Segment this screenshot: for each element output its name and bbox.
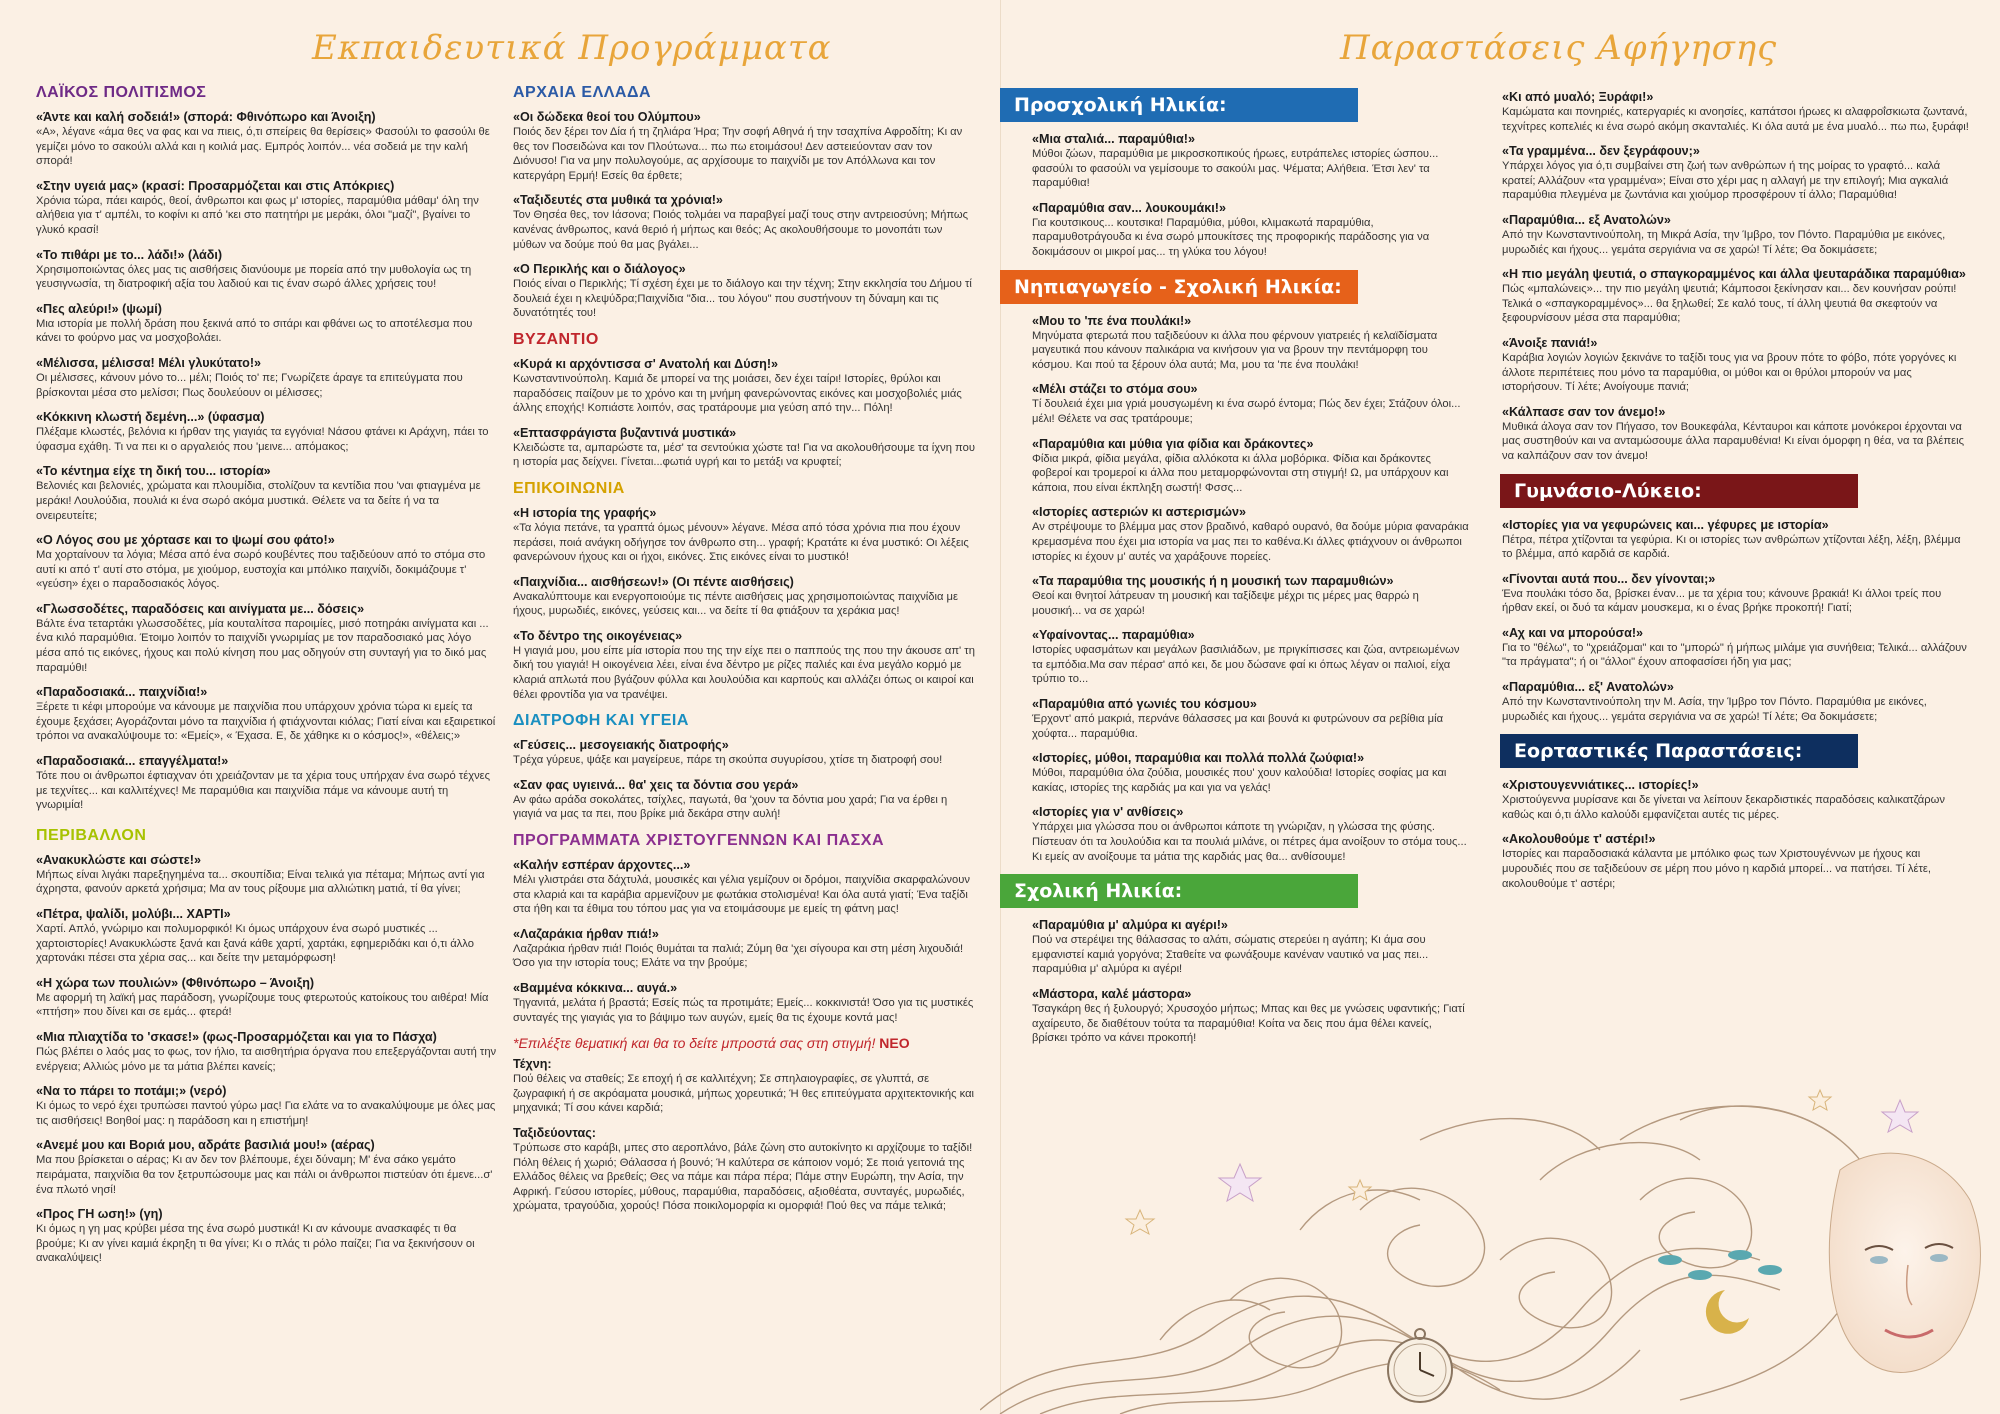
item-title: «Άνοιξε πανιά!» (1502, 335, 1598, 350)
item-description: Μια ιστορία με πολλή δράση που ξεκινά από το σιτάρι και φθάνει ως το αποτέλεσμα που κάνει το φούρνο μας να μοσχοβολάει. (36, 317, 473, 345)
item-title: «Η χώρα των πουλιών» (Φθινόπωρο – Άνοιξη) (36, 975, 315, 990)
list-item (513, 629, 975, 702)
item-title: «Η ιστορία της γραφής» (513, 505, 657, 520)
item-description: Υπάρχει μια γλώσσα που οι άνθρωποι κάποτε τη γνώριζαν, η γλώσσα της φύσης. Πίστευαν ότι τα λουλούδια και τα πουλιά μιλάνε, οι πέτρες άμα ανοίξουν το στόμα τους... Κι εμείς αν ανοίξουμε τα μάτια της καρδιάς μας θα... ανθίσουμε! (1032, 821, 1467, 863)
list-item (36, 1030, 498, 1074)
item-description: Λαζαράκια ήρθαν πιά! Ποιός θυμάται τα παλιά; Ζύμη θα 'χει σίγουρα και στη μέση λιχουδιά! Όσο για την ιστορία τους; Ελάτε να την βρούμε; (513, 942, 964, 970)
item-title: «Ακολουθούμε τ' αστέρι!» (1502, 832, 1656, 847)
item-title: «Μέλισσα, μέλισσα! Μέλι γλυκύτατο!» (36, 355, 262, 370)
item-title: «Άντε και καλή σοδειά!» (σπορά: Φθινόπωρο και Άνοιξη) (36, 110, 376, 124)
item-title: «Μια σταλιά... παραμύθια!» (1032, 132, 1195, 146)
item-description: Μήπως είναι λιγάκι παρεξηγημένα τα... σκουπίδια; Είναι τελικά για πέταμα; Μήπως αντί για άχρηστα, φανούν αρκετά χρήσιμα; Μα αν τους ρίξουμε μια αλλιώτικη ματιά, τί θα γίνει; (36, 868, 485, 896)
item-description: Μέλι γλιστράει στα δάχτυλά, μουσικές και γέλια γεμίζουν οι δρόμοι, παιχνίδια σκαρφαλώνουν στα κλαριά και τα καράβια αρμενίζουν με φωτάκια στολισμένα! Και όλα αυτά γιατί; Ένα ταξίδι στα ήθη και τα έθιμα του τόπου μας για να ετοιμάσουμε με εμείς τη φάτνη μας! (513, 874, 970, 916)
column-2 (513, 82, 975, 1224)
list-item (1500, 144, 1970, 203)
item-description: Για το "θέλω", το "χρειάζομαι" και το "μπορώ" ή μήπως μιλάμε για συνήθεια; Τελικά... αλλάζουν "τα πράγματα"; ή οι "άλλοι" έχουν αποφασίσει ήδη για μας; (1502, 641, 1967, 669)
list-item (36, 754, 498, 813)
item-description: Ένα πουλάκι τόσο δα, βρίσκει έναν... με τα χέρια του; κάνουνε βρακιά! Κι άλλοι τρείς που ήρθαν εκεί, οι δυό τα κάμαν μουσκεμα, κι ο ένας βρήκε προκοπή! Γιατί; (1502, 587, 1942, 615)
list-item (1000, 697, 1470, 741)
environment-list (36, 853, 498, 1266)
item-description: Αν στρέψουμε το βλέμμα μας στον βραδινό, καθαρό ουρανό, θα δούμε μύρια φαναράκια κρεμασμένα που έχει μια ιστορία να μας πει το καθένα.Κι άλλες φτιάχνουν οι άνθρωποι ιστορίες κι έχουν μ' αυτές να χαράξουνε πορείες. (1032, 521, 1469, 563)
item-title: «Γίνονται αυτά που... δεν γίνονται;» (1502, 571, 1716, 586)
item-title: «Πέτρα, ψαλίδι, μολύβι... ΧΑΡΤΙ» (36, 907, 231, 921)
item-description: Πώς «μπαλώνεις»... την πιο μεγάλη ψευτιά; Κάμποσοι ξεκίνησαν και... δεν κουνήσαν ρούπι! Τελικά ο «σπαγκοραμμένος»... θα ξηλωθεί; Σε καλό τους, τί άλλη ψευτιά θα σκεφτούν να ξεφουρνίσουν μέσα στα παραμύθια; (1502, 283, 1957, 325)
list-item (36, 302, 498, 346)
list-item (1000, 201, 1470, 260)
section-heading-ancient-greece: ΑΡΧΑΙΑ ΕΛΛΑΔΑ (513, 84, 652, 101)
item-title: «Στην υγειά μας» (κρασί: Προσαρμόζεται και στις Απόκριες) (36, 178, 395, 193)
item-title: «Σαν φας υγιεινά... θα' χεις τα δόντια σου γερά» (513, 777, 799, 792)
list-item (36, 685, 498, 744)
list-item (1000, 574, 1470, 618)
item-description: Κλειδώστε τα, αμπαρώστε τα, μέσ' τα σεντούκια χώστε τα! Για να ακολουθήσουμε τα ίχνη που η ιστορία μας δείχνει. Γίνεται...φωτιά υγρή και το μετάξι να κρυφτεί; (513, 441, 975, 469)
item-description: Μυθικά άλογα σαν τον Πήγασο, τον Βουκεφάλα, Κένταυροι και κάποτε μονόκεροι έρχονται να μας συστηθούν και να ανταμώσουμε άλλα παραμυθένια! Κι είναι όμορφη η θέα, να τα βλέπεις να καλπάζουν σαν τον άνεμο! (1502, 420, 1965, 462)
item-description: Τον Θησέα θες, τον Ιάσονα; Ποιός τολμάει να παραβγεί μαζί τους στην αντρειοσύνη; Μήπως κανένας άνθρωπος, κανά θεριό ή μήπως και θεός; Ας ακολουθήσουμε το μονοπάτι των μύθων να δούμε πού θα μας βγάλει... (513, 209, 969, 251)
title-storytelling-performances: Παραστάσεις Αφήγησης (1340, 28, 1778, 68)
item-title: «Παραμύθια μ' αλμύρα κι αγέρι!» (1032, 918, 1228, 933)
list-item (1000, 918, 1470, 977)
list-item (1500, 832, 1970, 891)
item-title: «Καλήν εσπέραν άρχοντες...» (513, 858, 691, 873)
list-item (1500, 518, 1970, 562)
woman-face (1829, 1153, 1980, 1372)
item-description: Οι μέλισσες, κάνουν μόνο το... μέλι; Ποιός το' πε; Γνωρίζετε άραγε τα επιτεύγματα που βρίσκονται μέσα στο μελίσσι; Πως δουλεύουν οι μέλισσες; (36, 371, 463, 399)
section-heading-folk-culture: ΛΑΪΚΟΣ ΠΟΛΙΤΙΣΜΟΣ (36, 84, 207, 101)
list-item (1000, 751, 1470, 795)
item-description: «Τα λόγια πετάνε, τα γραπτά όμως μένουν» λέγανε. Μέσα από τόσα χρόνια πια που έχουν περάσει, ποιά ανάγκη οδήγησε τον άνθρωπο στη... γραφή; Κρατάτε κι ένα μυστικό: Οι λέξεις φανερώνουν ήχους και οι ήχοι, εικόνες. Στις εικόνες είναι το μυστικό! (513, 521, 969, 564)
item-title: «Ο Περικλής και ο διάλογος» (513, 262, 686, 277)
item-description: Μα που βρίσκεται ο αέρας; Κι αν δεν τον βλέπουμε, έχει δύναμη; Μ' ένα σάκο γεμάτο πειράματα, παιχνίδια θα τον ξετρυπώσουμε μας και πάλι οι άνθρωποι πιστεύαν ότι έμενε...σ' ένα πλωτό νησί! (36, 1154, 493, 1196)
item-description: Χριστούγεννα μυρίσανε και δε γίνεται να λείπουν ξεκαρδιστικές παραδόσεις καλικατζάρων καθώς και ό,τι άλλο καλούδι εμφανίζεται αυτές τις μέρες. (1502, 794, 1945, 821)
list-item (1000, 437, 1470, 496)
list-item (513, 193, 975, 252)
nutrition-list (513, 738, 975, 822)
item-title: «Κυρά κι αρχόντισσα σ' Ανατολή και Δύση!» (513, 356, 779, 371)
list-item (513, 738, 975, 768)
list-item (36, 602, 498, 675)
item-description: Πού θέλεις να σταθείς; Σε εποχή ή σε καλλιτέχνη; Σε σπηλαιογραφίες, σε γλυπτά, σε ζωγραφική ή σε ακρόαματα μουσικά, μήπως χορευτικά; Ή θες επιτεύγματα αρχιτεκτονικής και μηχανικά; Τί σου κάνει καρδιά; (513, 1073, 975, 1115)
item-description: Ποιός είναι ο Περικλής; Τί σχέση έχει με το διάλογο και την τέχνη; Στην εκκλησία του Δήμου τί δουλειά έχει η κλεψύδρα;Παιχνίδια "δια... του λόγου" που συστήνουν τη δύναμη και τις δυνατότητές του! (513, 278, 972, 320)
item-description: Καράβια λογιών λογιών ξεκινάνε το ταξίδι τους για να βρουν πότε το φόβο, πότε γοργόνες κι άλλοτε περιπέτειες που μόνο τα παραμύθια, οι μύθοι και οι θρύλοι μπορούν να μας ιστορήσουν. Τί λέτε; Ανοίγουμε πανιά; (1502, 351, 1957, 394)
item-title: «Παραμύθια σαν... λουκουμάκι!» (1032, 200, 1226, 215)
item-description: Πού να στερέψει της θάλασσας το αλάτι, σώματις στερεύει η αγάπη; Κι άμα σου εμφανιστεί καμιά γοργόνα; Σταθείτε να φωνάξουμε κανέναν ναυτικό να μας πει... παραμύθια μ' αλμύρα κι αγέρι! (1032, 934, 1429, 976)
list-item (1000, 505, 1470, 564)
section-heading-nutrition: ΔΙΑΤΡΟΦΗ ΚΑΙ ΥΓΕΙΑ (513, 712, 689, 730)
preschool-list (1000, 132, 1470, 260)
item-title: «Παιχνίδια... αισθήσεων!» (Οι πέντε αισθήσεις) (513, 574, 794, 589)
item-description: Ιστορίες υφασμάτων και μεγάλων βασιλιάδων, με πριγκίπισσες και ζώα, αντρειωμένων τα εμπόδια.Μα σαν πέρασ' από κει, δε μου δώσανε φαί κι όπως λέγαν οι παλιοί, είχα τρύπιο το... (1032, 644, 1460, 686)
new-theme-note-text: *Επιλέξτε θεματική και θα το δείτε μπροστά σας στη στιγμή! (513, 1035, 876, 1052)
title-educational-programs: Εκπαιδευτικά Προγράμματα (312, 28, 832, 68)
item-description: Βάλτε ένα τεταρτάκι γλωσσοδέτες, μία κουταλίτσα παροιμίες, μισό ποτηράκι αινίγματα και ... ένα κιλό παραμύθια. Έτοιμο λοιπόν το παιχνίδι γνωριμίας με τον παραδοσιακό μας λόγο μέσα από τις εικόνες, ήχους και πολύ κίνηση που μας οδηγούν στη συνταγή για το δικό μας παραμύθι! (36, 617, 489, 674)
high-school-list (1500, 518, 1970, 725)
item-description: Κωνσταντινούπολη. Καμιά δε μπορεί να της μοιάσει, δεν έχει ταίρι! Ιστορίες, θρύλοι και παραδόσεις παίζουν με το χρόνο και τη μνήμη φανερώνοντας εικόνες και μοσχοβολιές μιάς άλλης εποχής! Κοπιάστε λοιπόν, σας τρατάρουμε μια γεύση από την... Πόλη! (513, 372, 962, 415)
list-item (1000, 382, 1470, 426)
school-age-list (1000, 918, 1470, 1046)
section-heading-environment: ΠΕΡΙΒΑΛΛΟΝ (36, 826, 147, 844)
list-item (513, 426, 975, 470)
list-item (36, 248, 498, 292)
kindergarten-list (1000, 314, 1470, 865)
item-description: Πώς βλέπει ο λαός μας το φως, τον ήλιο, τα αισθητήρια όργανα που επεξεργάζονται αυτή την ενέργεια; Αλλιώς μόνο με τα μάτια βλέπει κανείς; (36, 1045, 497, 1073)
item-description: Τηγανιτά, μελάτα ή βραστά; Εσείς πώς τα προτιμάτε; Εμείς... κοκκινιστά! Όσο για τις μυστικές συνταγές της γιαγιάς για το βάψιμο των αυγών, εμείς θα τις έχουμε κοντά μας! (513, 997, 974, 1024)
list-item (1000, 805, 1470, 864)
list-item (36, 976, 498, 1020)
item-description: Η γιαγιά μου, μου είπε μία ιστορία που της την είχε πει ο παππούς της που την άκουσε απ' τη δική του γιαγιά! Η οικογένεια λέει, είναι ένα δέντρο με ρίζες παλιές και ένα μεγάλο κορμό με κλαριά απλωτά που βγάζουν φύλλα και λουλούδια και καρπούς και αλλάζει όπως οι καιροί και θέλει φροντίδα για να τρανέψει. (513, 644, 975, 701)
list-item (36, 356, 498, 400)
communication-list (513, 506, 975, 702)
list-item (36, 1207, 498, 1266)
item-title: «Κι από μυαλό; Ξυράφι!» (1502, 90, 1654, 104)
band-school-age: Σχολική Ηλικία: (1000, 874, 1358, 908)
item-description: Μύθοι, παραμύθια όλα ζούδια, μουσικές που' χουν καλούδια! Ιστορίες σοφίας μα και κακίας, ιστορίες της καρδιάς μα και για να γελάς! (1032, 767, 1447, 794)
item-title: «Επτασφράγιστα βυζαντινά μυστικά» (513, 425, 737, 440)
list-item (1500, 626, 1970, 670)
item-description: Μηνύματα φτερωτά που ταξιδεύουν κι άλλα που φέρνουν γιατρειές ή κελαϊδίσματα μαγευτικά που κάνουν παλικάρια να κινήσουν για να βρουν την πεντάμορφη του κόσμου. Και πού τα ξέρουν όλα αυτά; Μα, μου τα 'πε ένα πουλάκι! (1032, 329, 1438, 371)
list-item (36, 907, 498, 966)
list-item (36, 179, 498, 238)
item-title: «Ιστορίες, μύθοι, παραμύθια και πολλά πολλά ζωύφια!» (1032, 751, 1365, 766)
column-4 (1500, 90, 1970, 901)
item-title: «Παραμύθια από γωνιές του κόσμου» (1032, 697, 1257, 712)
list-item (1000, 314, 1470, 373)
list-item (513, 1057, 975, 1116)
item-title: «Ταξιδευτές στα μυθικά τα χρόνια!» (513, 193, 723, 208)
item-description: Μύθοι ζώων, παραμύθια με μικροσκοπικούς ήρωες, ευτράπελες ιστορίες ώσπου... φασούλι το φασούλι να γεμίσουμε το σακούλι μας. Ψέματα; Αλήθεια. Έτσι λεν' τα παραμύθια! (1032, 148, 1439, 190)
item-description: Χρόνια τώρα, πάει καιρός, θεοί, άνθρωποι και φως μ' ιστορίες, παραμύθια μάθαμ' όλη την αλήθεια για τ' αμπέλι, το κοφίνι κι από 'κει στο πατητήρι με μεράκι, όλοι "μαζί", βγαίνει το γλυκό κρασί! (36, 194, 479, 236)
item-title: «Παραμύθια... εξ' Ανατολών» (1502, 680, 1674, 695)
item-title: Ταξιδεύοντας: (513, 1125, 597, 1140)
item-description: Τσαγκάρη θες ή ξυλουργό; Χρυσοχόο μήπως; Μπας και θες με γνώσεις υφαντικής; Γιατί αχαίρευτο, δε διαθέτουν τούτα τα παραμύθια! Κοίτα να δεις που άμα θέλει κανείς, βρίσκει τρόπο να κάνει προκοπή! (1032, 1003, 1465, 1045)
band-festive-performances: Εορταστικές Παραστάσεις: (1500, 734, 1858, 768)
item-title: «Οι δώδεκα θεοί του Ολύμπου» (513, 110, 701, 124)
item-description: Φίδια μικρά, φίδια μεγάλα, φίδια αλλόκοτα κι άλλα μοβόρικα. Φίδια και δράκοντες φοβεροί και τρομεροί κι άλλα που μεταμορφώνονται στη στιγμή! Ω, μα υπάρχουν και κάποια, που είναι έκπληξη σωστή! Φσσς... (1032, 452, 1449, 494)
item-description: Πλέξαμε κλωστές, βελόνια κι ήρθαν της γιαγιάς τα εγγόνια! Νάσου φτάνει κι Αράχνη, πάει το ύφασμα εχάθη. Τι να πει κι ο αργαλειός που 'μεινε... απόμακος; (36, 426, 489, 453)
list-item (1500, 405, 1970, 464)
section-heading-communication: ΕΠΙΚΟΙΝΩΝΙΑ (513, 479, 625, 497)
item-title: «Κάλπασε σαν τον άνεμο!» (1502, 404, 1666, 419)
list-item (36, 110, 498, 169)
item-description: Τότε που οι άνθρωποι έφτιαχναν ότι χρειάζονταν με τα χέρια τους υπήρχαν ένα σωρό τέχνες με τεχνίτες... και καλλιτέχνες! Με παραμύθια και παιχνίδια πάμε να κάνουμε αυτή τη γνωριμία! (36, 770, 491, 812)
column-3 (1000, 88, 1470, 1056)
list-item (1500, 336, 1970, 395)
section-heading-byzantium: ΒΥΖΑΝΤΙΟ (513, 330, 599, 348)
list-item (513, 110, 975, 183)
item-title: «Ιστορίες για ν' ανθίσεις» (1032, 805, 1184, 820)
list-item (513, 778, 975, 822)
item-title: «Βαμμένα κόκκινα... αυγά.» (513, 981, 678, 995)
item-description: Αν φάω αράδα σοκολάτες, τσίχλες, παγωτά, θα 'χουν τα δόντια μου χαρά; Για να έρθει η γιαγιά να μας τα πει, που βρίκε μιά δεκάρα στην αυλή! (513, 793, 948, 821)
list-item (1500, 572, 1970, 616)
item-description: Ξέρετε τι κέφι μπορούμε να κάνουμε με παιχνίδια που υπάρχουν χρόνια τώρα κι εμείς τα έχουμε ξεχάσει; Αγοράζονται μόνο τα παιχνίδια ή φτιάχνονται κιόλας; Γιατί είναι και εξαιρετικοί τρόποι να ανακαλύψουμε το: «Εμείς», « Έχασα. Ε, δε χάθηκε κι ο κόσμος!», «θέλεις;» (36, 701, 496, 743)
item-description: Χαρτί. Απλό, γνώριμο και πολυμορφικό! Κι όμως υπάρχουν ένα σωρό μυστικές ... χαρτοιστορίες! Ανακυκλώστε ξανά και ξανά κάθε χαρτί, χαρτάκι, εφημεριδάκι και ό,τι άλλο χαρτονάκι πέσει στα χέρια σας... και δείτε την μεταμόρφωση! (36, 923, 474, 965)
item-title: Τέχνη: (513, 1057, 552, 1072)
list-item (513, 262, 975, 321)
item-title: «Ανεμέ μου και Βοριά μου, αδράτε βασιλιά μου!» (αέρας) (36, 1138, 375, 1153)
list-item (513, 506, 975, 565)
crescent-moon-icon (1706, 1290, 1749, 1334)
item-title: «Ο Λόγος σου με χόρτασε και το ψωμί σου φάτο!» (36, 533, 335, 548)
list-item (1500, 680, 1970, 724)
item-title: «Η πιο μεγάλη ψευτιά, ο σπαγκοραμμένος και άλλα ψευταράδικα παραμύθια» (1502, 267, 1966, 282)
list-item (1000, 628, 1470, 687)
list-item (36, 1084, 498, 1128)
item-title: «Παραμύθια και μύθια για φίδια και δράκοντες» (1032, 436, 1314, 451)
item-description: Καμώματα και πονηριές, κατεργαριές κι ανοησίες, καπάτσοι ήρωες κι αλαφροΐσκιωτα ζωντανά, τεχνίτρες κοπελιές κι ένα σωρό ακόμη σκανταλιές. Κι όλα αυτά με ένα μυαλό... πω πω, ξυράφι! (1502, 106, 1969, 133)
item-title: «Αχ και να μπορούσα!» (1502, 625, 1644, 640)
list-item (513, 981, 975, 1025)
item-description: Με αφορμή τη λαϊκή μας παράδοση, γνωρίζουμε τους φτερωτούς κατοίκους του αιθέρα! Μία «πτήση» που δίνει και σε εμάς... φτερά! (36, 991, 489, 1019)
section-heading-christmas-easter: ΠΡΟΓΡΑΜΜΑΤΑ ΧΡΙΣΤΟΥΓΕΝΝΩΝ ΚΑΙ ΠΑΣΧΑ (513, 832, 885, 850)
item-description: Από την Κωνσταντινούπολη, τη Μικρά Ασία, την Ίμβρο, τον Πόντο. Παραμύθια με εικόνες, μυρωδιές και ήχους... γεμάτα σεργιάνια να σε χαρώ! Τί λέτε; Θα δοκιμάσετε; (1502, 228, 1946, 256)
item-description: Χρησιμοποιώντας όλες μας τις αισθήσεις διανύουμε με πορεία από την μυθολογία ως τη γευσιγνωσία, τη διατροφική αξία του λαδιού και τις έναν σωρό άλλες χρήσεις του! (36, 263, 472, 291)
item-title: «Το κέντημα είχε τη δική του... ιστορία» (36, 464, 271, 479)
item-description: Κι όμως το νερό έχει τρυπώσει παντού γύρω μας! Για ελάτε να το ανακαλύψουμε με όλες μας τις αισθήσεις! Βοηθοί μας: η παράδοση και η επιστήμη! (36, 1100, 496, 1127)
festive-list (1500, 778, 1970, 891)
list-item (513, 1126, 975, 1214)
item-title: «Παραδοσιακά... παιχνίδια!» (36, 685, 208, 700)
christmas-easter-list (513, 858, 975, 1025)
list-item (36, 533, 498, 592)
item-description: Τρύπωσε στο καράβι, μπες στο αεροπλάνο, βάλε ζώνη στο αυτοκίνητο κι αρχίζουμε το ταξίδι! Πόλη θέλεις ή χωριό; Θάλασσα ή βουνό; Ή καλύτερα σε κάποιον νομό; Σε ποιά γειτονιά της Ελλάδος θέλεις να βρεθείς; Θες να πάμε και πάρα πέρα; Πάμε στην Ευρώπη, την Ασία, την Αφρική. Γεύσου ιστορίες, μύθους, παραμύθια, παραδόσεις, αξιοθέατα, συνταγές, μυρωδιές, χρώματα, τραγούδια, χορούς! Πόσα ποικιλομορφία κι ομορφιά! Πού θες να πάμε τελικά; (513, 1141, 973, 1213)
pocket-watch-icon (1388, 1329, 1452, 1402)
item-description: Από την Κωνσταντινούπολη την Μ. Ασία, την Ίμβρο τον Πόντο. Παραμύθια με εικόνες, μυρωδιές και ήχους... γεμάτα σεργιάνια να σε χαρώ! Τί λέτε; Θα δοκιμάσετε; (1502, 696, 1927, 723)
band-kindergarten-school-age: Νηπιαγωγείο - Σχολική Ηλικία: (1000, 270, 1358, 304)
item-description: «Α», λέγανε «άμα θες να φας και να πιεις, ό,τι σπείρεις θα θερίσεις» Φασούλι το φασούλι θε γεμίζει μόνο το σακούλι αλλά και η κοιλιά μας. Εμπρός λοιπόν... νέα σοδειά με την καλή σπορά! (36, 126, 490, 168)
item-description: Θεοί και θνητοί λάτρευαν τη μουσική και ταξίδεψε μέχρι τις μέρες μας θαρρώ η μουσική... να σε χαρώ! (1032, 590, 1419, 617)
item-title: «Το πιθάρι με το... λάδι!» (λάδι) (36, 247, 223, 262)
list-item (513, 575, 975, 619)
item-description: Υπάρχει λόγος για ό,τι συμβαίνει στη ζωή των ανθρώπων ή της μοίρας το γραφτό... καλά κρατεί; Αλλάζουν «τα γραμμένα»; Είναι στο χέρι μας η αλλαγή με την επιλογή; Μια αγκαλιά παραμύθια πλεγμένα με ζωντάνια και χιούμορ προσφέρουν τί άλλο; Παραμύθια! (1502, 160, 1949, 202)
item-title: «Χριστουγεννιάτικες... ιστορίες!» (1502, 778, 1699, 793)
ancient-greece-list (513, 110, 975, 321)
item-title: «Γλωσσοδέτες, παραδόσεις και αινίγματα με... δόσεις» (36, 601, 365, 616)
list-item (1500, 267, 1970, 326)
item-title: «Ιστορίες για να γεφυρώνεις και... γέφυρες με ιστορία» (1502, 517, 1829, 532)
column-1 (36, 82, 498, 1276)
item-title: «Παραμύθια... εξ Ανατολών» (1502, 212, 1671, 227)
item-description: Για κουτσικους... κουτσικα! Παραμύθια, μύθοι, κλιμακωτά παραμύθια, παραμυθοτράγουδα κι ένα σωρό μπουκίτσες της προφορικής παράδοσης για να δοκιμάσουν οι μικροί μας... τη γλύκα του λόγου! (1032, 216, 1430, 258)
item-title: «Μια πλιαχτίδα το 'σκασε!» (φως-Προσαρμόζεται και για το Πάσχα) (36, 1029, 437, 1044)
item-title: «Πες αλεύρι!» (ψωμί) (36, 301, 162, 316)
item-description: Κι όμως η γη μας κρύβει μέσα της ένα σωρό μυστικά! Κι αν κάνουμε ανασκαφές τι θα βρούμε; Κι αν γίνει καμιά έκρηξη τι θα γίνει; Κι ο πλάς τι ρόλο παίζει; Για να ξεκινήσουν οι ανακαλύψεις! (36, 1223, 475, 1265)
list-item (1500, 778, 1970, 822)
list-item (36, 1138, 498, 1197)
new-badge: ΝΕΟ (879, 1035, 910, 1052)
item-title: «Το δέντρο της οικογένειας» (513, 628, 683, 643)
item-description: Πέτρα, πέτρα χτίζονται τα γεφύρια. Κι οι ιστορίες των ανθρώπων χτίζονται λέξη, λέξη, βλέμμα το βλέμμα, από καρδιά σε καρδιά. (1502, 533, 1961, 561)
item-description: Ανακαλύπτουμε και ενεργοποιούμε τις πέντε αισθήσεις μας χρησιμοποιώντας παιχνίδια με ήχους, μυρωδιές, εικόνες, γεύσεις και... να δείτε τί θα φτιάξουν τα χεράκια μας! (513, 590, 958, 618)
list-item (513, 927, 975, 971)
list-item (36, 853, 498, 897)
list-item (1000, 987, 1470, 1046)
band-preschool-age: Προσχολική Ηλικία: (1000, 88, 1358, 122)
general-stories-list (1500, 90, 1970, 464)
item-title: «Μάστορα, καλέ μάστορα» (1032, 987, 1192, 1001)
item-title: «Ανακυκλώστε και σώστε!» (36, 852, 201, 867)
item-title: «Προς ΓΗ ωση!» (γη) (36, 1207, 163, 1222)
list-item (1500, 213, 1970, 257)
item-title: «Λαζαράκια ήρθαν πιά!» (513, 926, 659, 941)
folk-culture-list (36, 110, 498, 813)
item-description: Τί δουλειά έχει μια γριά μουσγωμένη κι ένα σωρό έντομα; Πώς δεν έχει; Στάζουν όλοι... μέλι! Θέλετε να σας τρατάρουμε; (1032, 398, 1461, 425)
extra-topics-list (513, 1057, 975, 1214)
byzantium-list (513, 357, 975, 470)
item-title: «Μου το 'πε ένα πουλάκι!» (1032, 313, 1192, 328)
item-title: «Παραδοσιακά... επαγγέλματα!» (36, 754, 229, 769)
item-description: Έρχοντ' από μακριά, περνάνε θάλασσες μα και βουνά κι φυτρώνουν σα ρεβίθια μία χούφτα... παραμύθια. (1032, 713, 1444, 740)
band-high-school: Γυμνάσιο-Λύκειο: (1500, 474, 1858, 508)
item-description: Βελονιές και βελονιές, χρώματα και πλουμίδια, στολίζουν τα κεντίδια που 'ναι φτιαγμένα με μεράκι! Λουλούδια, πουλιά κι ένα σωρό ακόμα μυστικά. Θέλετε να τα δείτε ή να τα ονειρευτείτε; (36, 480, 481, 522)
item-title: «Ιστορίες αστεριών κι αστερισμών» (1032, 505, 1247, 520)
item-title: «Να το πάρει το ποτάμι;» (νερό) (36, 1084, 227, 1099)
item-title: «Τα παραμύθια της μουσικής ή η μουσική των παραμυθιών» (1032, 574, 1394, 589)
item-description: Ποιός δεν ξέρει τον Δία ή τη ζηλιάρα Ήρα; Την σοφή Αθηνά ή την τσαχπίνα Αφροδίτη; Κι αν θες τον Ποσειδώνα και τον Πλούτωνα... πω πω ετοιμάσου! Δεν αστειεύονταν σαν τον Διόνυσο! Για να μην πολυλογούμε, ας αρχίσουμε το παιχνίδι με τον Απόλλωνα και τον κατεργάρη Ερμή! Εσείς θα έρθετε; (513, 126, 963, 182)
new-theme-note (513, 1035, 975, 1051)
item-title: «Υφαίνοντας... παραμύθια» (1032, 628, 1195, 643)
item-description: Μα χορταίνουν τα λόγια; Μέσα από ένα σωρό κουβέντες που ταξιδεύουν από το στόμα στο αυτί κι από τ' αυτί στο στόμα, με χιούμορ, ευστοχία και μπόλικο παιχνίδι, δοκιμάζουμε τ' «γεύση» έχει ο παραδοσιακός λόγος. (36, 549, 486, 591)
item-title: «Μέλι στάζει το στόμα σου» (1032, 382, 1198, 397)
list-item (1500, 90, 1970, 134)
list-item (513, 357, 975, 416)
list-item (36, 464, 498, 523)
list-item (36, 410, 498, 454)
list-item (513, 858, 975, 917)
item-title: «Τα γραμμένα... δεν ξεγράφουν;» (1502, 144, 1700, 159)
decorative-hair-illustration (980, 1080, 2000, 1414)
item-title: «Γεύσεις... μεσογειακής διατροφής» (513, 738, 729, 753)
item-description: Ιστορίες και παραδοσιακά κάλαντα με μπόλικο φως των Χριστουγέννων με ήχους και μυρουδιές που σε ταξιδεύουν σε μέρη που μόνο η καρδιά μπορεί... να πατήσει. Τί λέτε, ακολουθούμε τ' αστέρι; (1502, 848, 1931, 890)
item-description: Τρέχα γύρευε, ψάξε και μαγείρευε, πάρε τη σκούπα συγυρίσου, χτίσε τη διατροφή σου! (513, 754, 943, 767)
list-item (1000, 132, 1470, 191)
item-title: «Κόκκινη κλωστή δεμένη...» (ύφασμα) (36, 410, 265, 425)
